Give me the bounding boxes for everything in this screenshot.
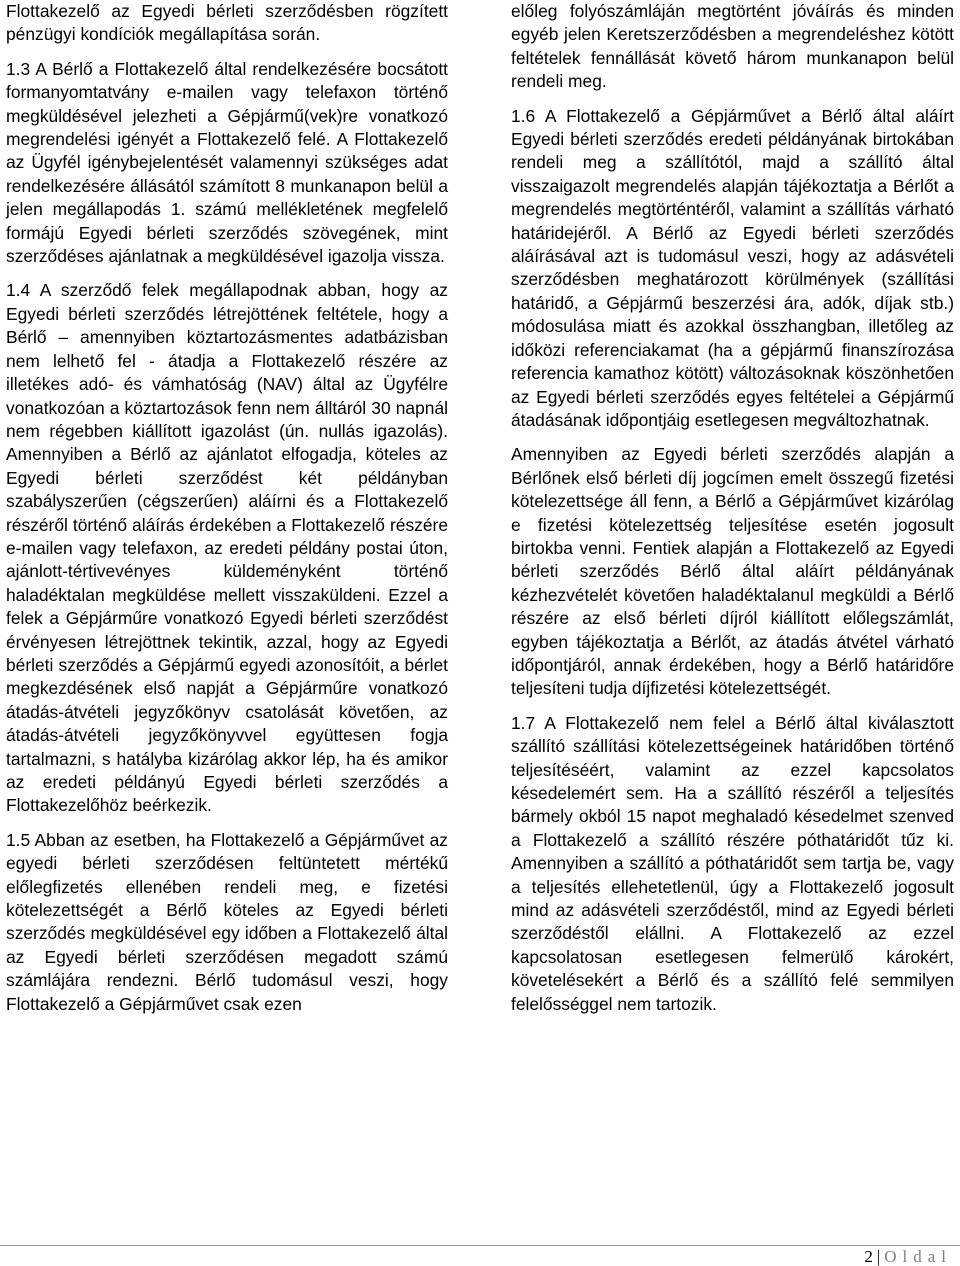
paragraph-1-4: 1.4 A szerződő felek megállapodnak abban, hogy az Egyedi bérleti szerződés létrejöttének feltétele, hogy a Bérlő – amennyiben köztartozásmentes adatbázisban nem lelhető fel - átadja a Flottakezelő részére az illetékes adó- és vámhatóság (NAV) által az Ügyfélre vonatkozóan a köztartozások fenn nem álltáról 30 napnál nem régebben kiállított igazolást (ún. nullás igazolás). Amennyiben a Bérlő az ajánlatot elfogadja, köteles az Egyedi bérleti szerződést két példányban szabályszerűen (cégszerűen) aláírni és a Flottakezelő részéről történő aláírás érdekében a Flottakezelő részére e-mailen vagy telefaxon, az eredeti példány postai úton, ajánlott-tértivevényes küldeményként történő haladéktalan megküldése mellett visszaküldeni. Ezzel a felek a Gépjárműre vonatkozó Egyedi bérleti szerződést érvényesen létrejöttnek tekintik, azzal, hogy az Egyedi bérleti szerződés a Gépjármű egyedi azonosítóit, a bérlet megkezdésének első napját a Gépjárműre vonatkozó átadás-átvételi jegyzőkönyv csatolását követően, az átadás-átvételi jegyzőkönyvvel együttesen fogja tartalmazni, s hatályba kizárólag akkor lép, ha és amikor az eredeti példányú Egyedi bérleti szerződés a Flottakezelőhöz beérkezik. xyxy=(6,280,448,816)
page-label: Oldal xyxy=(884,1247,952,1266)
left-column xyxy=(6,0,448,1027)
paragraph-continuation: Flottakezelő az Egyedi bérleti szerződésben rögzített pénzügyi kondíciók megállapítása során. xyxy=(6,1,448,45)
right-column xyxy=(511,0,954,1027)
paragraph-1-7: 1.7 A Flottakezelő nem felel a Bérlő által kiválasztott szállító szállítási kötelezettségeinek határidőben történő teljesítéséért, valamint az ezzel kapcsolatos késedelemért sem. Ha a szállító részéről a teljesítés bármely okból 15 napot meghaladó késedelmet szenved a Flottakezelő a szállító részére póthatáridőt tűz ki. Amennyiben a szállító a póthatáridőt sem tartja be, vagy a teljesítés ellehetetlenül, úgy a Flottakezelő jogosult mind az adásvételi szerződéstől, mind az Egyedi bérleti szerződéstől elállni. A Flottakezelő az ezzel kapcsolatosan esetlegesen felmerülő károkért, követelésekért a Bérlő és a szállító felé semmilyen felelősséggel nem tartozik. xyxy=(511,712,954,1014)
footer-separator: | xyxy=(876,1247,881,1266)
page-number: 2 xyxy=(864,1247,873,1266)
paragraph-1-5-continuation: előleg folyószámláján megtörtént jóváírás és minden egyéb jelen Keretszerződésben a megrendeléshez kötött feltételek fennállását követő három munkanapon belül rendeli meg. xyxy=(511,1,954,92)
paragraph-advance-payment: Amennyiben az Egyedi bérleti szerződés alapján a Bérlőnek első bérleti díj jogcímen emelt összegű fizetési kötelezettsége áll fenn, a Bérlő a Gépjárművet kizárólag e fizetési kötelezettség teljesítése esetén jogosult birtokba venni. Fentiek alapján a Flottakezelő az Egyedi bérleti szerződés Bérlő által aláírt példányának kézhezvételét követően haladéktalanul megküldi a Bérlő részére az első bérleti díjról kiállított előlegszámlát, egyben tájékoztatja a Bérlőt, az átadás átvétel várható időpontjáról, annak érdekében, hogy a Bérlő határidőre teljesíteni tudja díjfizetési kötelezettségét. xyxy=(511,444,954,699)
paragraph-1-3: 1.3 A Bérlő a Flottakezelő által rendelkezésére bocsátott formanyomtatvány e-mailen vagy telefaxon történő megküldésével jelezheti a Gépjármű(vek)re vonatkozó megrendelési igényét a Flottakezelő felé. A Flottakezelő az Ügyfél igénybejelentését valamennyi szükséges adat rendelkezésére állásától számított 8 munkanapon belül a jelen megállapodás 1. számú mellékletének megfelelő formájú Egyedi bérleti szerződés szövegének, mint szerződéses ajánlatnak a megküldésével igazolja vissza. xyxy=(6,58,448,267)
footer-rule xyxy=(0,1245,960,1246)
paragraph-1-5: 1.5 Abban az esetben, ha Flottakezelő a Gépjárművet az egyedi bérleti szerződésen feltüntetett mértékű előlegfizetés ellenében rendeli meg, e fizetési kötelezettségét a Bérlő köteles az Egyedi bérleti szerződés megküldésével egy időben a Flottakezelő által az Egyedi bérleti szerződésen megadott számú számlájára rendezni. Bérlő tudomásul veszi, hogy Flottakezelő a Gépjárművet csak ezen xyxy=(6,829,448,1014)
paragraph-1-6: 1.6 A Flottakezelő a Gépjárművet a Bérlő által aláírt Egyedi bérleti szerződés eredeti példányának birtokában rendeli meg a szállítótól, majd a szállító által visszaigazolt megrendelés alapján tájékoztatja a Bérlőt a megrendelés megtörténtéről, valamint a szállítás várható határidejéről. A Bérlő az Egyedi bérleti szerződés aláírásával azt is tudomásul veszi, hogy az adásvételi szerződésben meghatározott körülmények (szállítási határidő, a Gépjármű beszerzési ára, adók, díjak stb.) módosulása miatt és azokkal összhangban, illetőleg az időközi referenciakamat (ha a gépjármű finanszírozása referencia kamathoz kötött) változásoknak köszönhetően az Egyedi bérleti szerződés egyes feltételei a Gépjármű átadásának időpontjáig esetlegesen megváltozhatnak. xyxy=(511,105,954,430)
page-footer xyxy=(864,1248,952,1266)
